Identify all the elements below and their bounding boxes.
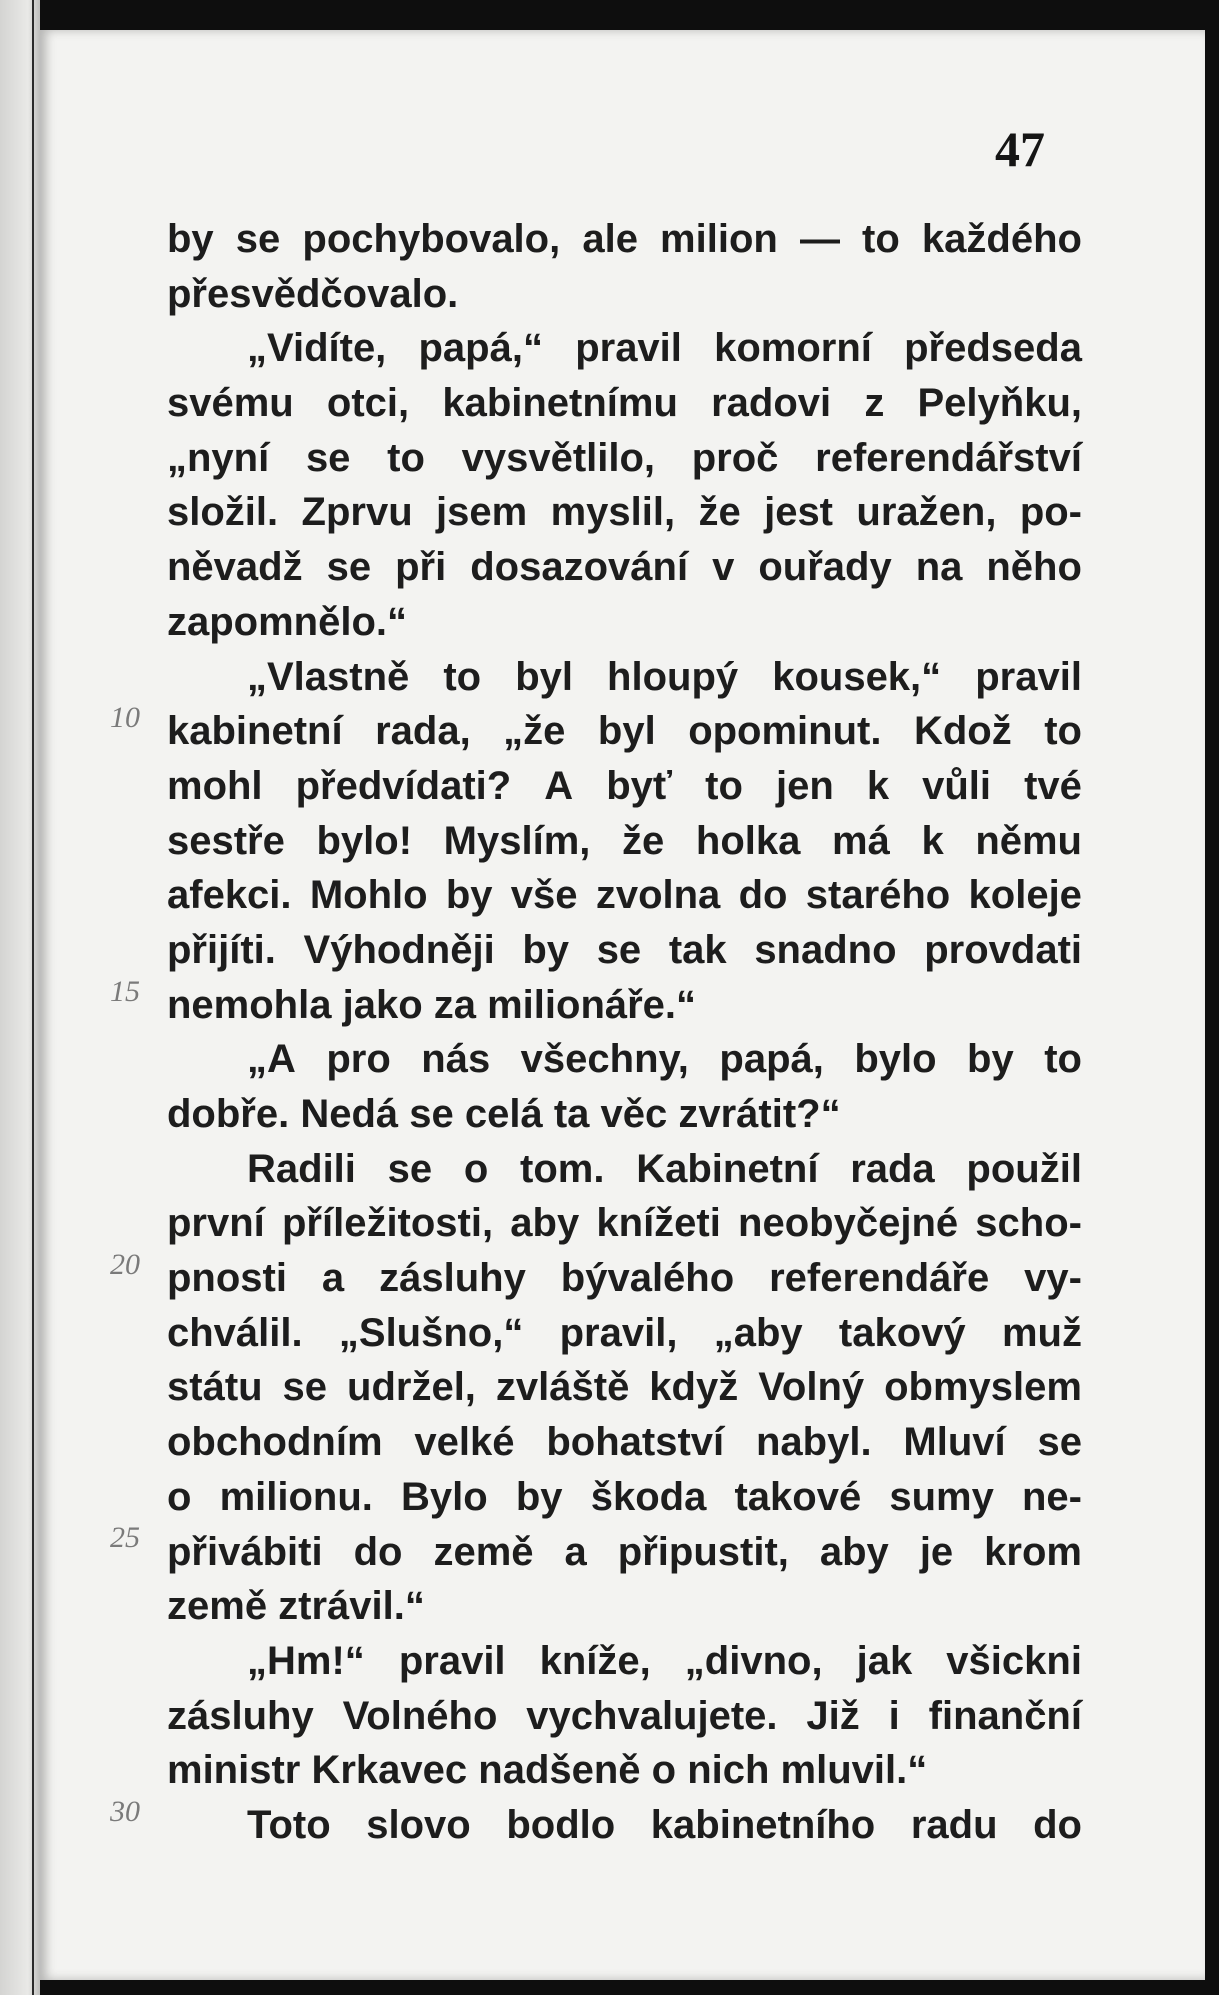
word: to (862, 217, 900, 261)
word: mohl (167, 763, 263, 808)
word: Mluví (903, 1420, 1006, 1465)
word: příležitosti, (281, 1201, 494, 1246)
word: koleje (968, 873, 1082, 918)
word: Pelyňku, (917, 381, 1082, 426)
word: komorní (714, 326, 872, 371)
word: opominut. (688, 709, 882, 754)
word: zvolna (595, 873, 721, 918)
text-line (167, 376, 1082, 431)
word: připustit, (617, 1529, 789, 1574)
word: rada, (375, 709, 471, 754)
word: z (864, 381, 885, 426)
book-page (40, 30, 1205, 1980)
word: Toto (247, 1802, 331, 1847)
text-line (167, 704, 1082, 759)
word: všickni (946, 1638, 1082, 1683)
word: Volný (758, 1365, 865, 1410)
margin-line-number: 25 (110, 1521, 140, 1554)
word: pravil, (559, 1310, 678, 1355)
word: kabinetnímu (442, 381, 678, 426)
word: nabyl. (755, 1420, 872, 1465)
word: slovo (366, 1802, 471, 1847)
word: Již (806, 1693, 860, 1738)
text-line (167, 1798, 1082, 1853)
word: byť (606, 763, 673, 808)
word: by (967, 1037, 1014, 1082)
word: obmyslem (884, 1365, 1082, 1410)
word: v (712, 545, 735, 590)
word: krom (984, 1529, 1082, 1574)
word: referendářství (815, 435, 1082, 480)
word: A (544, 763, 574, 808)
word: radovi (711, 381, 832, 426)
word: když (649, 1365, 739, 1410)
word: něvadž (167, 545, 303, 590)
word: němu (975, 818, 1082, 863)
word: holka (695, 818, 801, 863)
word: milionu. (219, 1474, 373, 1519)
text-line: přesvědčovalo. (167, 271, 459, 316)
word: to (1044, 709, 1082, 754)
text-line (167, 1470, 1082, 1525)
word: všechny, (520, 1037, 689, 1082)
word: pro (326, 1037, 391, 1082)
word: to (387, 435, 425, 480)
word: že (698, 490, 741, 535)
margin-line-number: 10 (110, 701, 140, 734)
word: referendáře (769, 1256, 990, 1301)
margin-line-number: 30 (110, 1795, 140, 1828)
word: do (738, 873, 788, 918)
word: vysvětlilo, (461, 435, 656, 480)
word: by (515, 1474, 563, 1519)
word: každého (921, 217, 1082, 261)
word: bývalého (560, 1256, 735, 1301)
word: se (596, 927, 642, 972)
text-line (167, 1415, 1082, 1470)
word: proč (691, 435, 779, 480)
word: Výhodněji (303, 927, 495, 972)
word: že (622, 818, 665, 863)
word: byl (515, 654, 573, 699)
word: muž (1001, 1310, 1082, 1355)
word: — (799, 217, 840, 261)
word: afekci. (167, 873, 292, 918)
word: Kabinetní (636, 1146, 819, 1191)
word: předseda (904, 326, 1082, 371)
word: do (353, 1529, 403, 1574)
word: tvé (1024, 763, 1082, 808)
text-line: nemohla jako za milionáře.“ (167, 982, 697, 1027)
left-page-edge (0, 0, 40, 1995)
margin-line-number: 15 (110, 975, 140, 1008)
word: by (445, 873, 493, 918)
word: „Hm!“ (247, 1638, 365, 1683)
body-text (167, 212, 1082, 1853)
word: chválil. (167, 1310, 303, 1355)
word: ouřady (758, 545, 892, 590)
word: takový (838, 1310, 966, 1355)
word: myslil, (550, 490, 676, 535)
word: svému (167, 381, 294, 426)
word: pnosti (167, 1256, 287, 1301)
word: něho (986, 545, 1082, 590)
text-line (167, 1689, 1082, 1744)
word: milion (660, 217, 778, 261)
word: při (395, 545, 447, 590)
word: kabinetního (650, 1802, 876, 1847)
text-line (167, 1634, 1082, 1689)
word: papá, (719, 1037, 824, 1082)
word: by (522, 927, 570, 972)
word: „nyní (167, 435, 270, 480)
word: vychvalujete. (526, 1693, 778, 1738)
word: se (1037, 1420, 1082, 1465)
word: finanční (928, 1693, 1082, 1738)
word: to (705, 763, 743, 808)
word: „aby (713, 1310, 803, 1355)
word: nás (421, 1037, 491, 1082)
word: první (167, 1201, 265, 1246)
word: Volného (342, 1693, 498, 1738)
margin-line-number: 20 (110, 1248, 140, 1281)
word: tom. (520, 1146, 605, 1191)
text-line (167, 485, 1082, 540)
text-line (167, 1360, 1082, 1415)
word: tak (668, 927, 727, 972)
word: se (282, 1365, 328, 1410)
word: „divno, (684, 1638, 823, 1683)
word: otci, (326, 381, 410, 426)
word: předvídati? (295, 763, 512, 808)
word: a (564, 1529, 587, 1574)
word: po- (1019, 490, 1082, 535)
word: o (463, 1146, 489, 1191)
text-line (167, 759, 1082, 814)
word: k (866, 763, 890, 808)
word: ale (582, 217, 638, 261)
word: pochybovalo, (302, 217, 561, 261)
text-line: zapomnělo.“ (167, 599, 408, 644)
word: složil. (167, 490, 279, 535)
word: státu (167, 1365, 263, 1410)
word: i (888, 1693, 900, 1738)
text-line (167, 868, 1082, 923)
binding-rule (32, 0, 34, 1995)
text-line (167, 1251, 1082, 1306)
word: bylo! (316, 818, 413, 863)
text-line (167, 1525, 1082, 1580)
word: neobyčejné (738, 1201, 959, 1246)
word: na (915, 545, 963, 590)
word: do (1033, 1802, 1082, 1847)
text-line (167, 1142, 1082, 1197)
text-line (167, 431, 1082, 486)
word: vůli (922, 763, 992, 808)
word: snadno (754, 927, 897, 972)
word: takové (734, 1474, 862, 1519)
text-line (167, 650, 1082, 705)
text-line (167, 212, 1082, 267)
word: radu (910, 1802, 998, 1847)
word: dosazování (470, 545, 689, 590)
text-line: země ztrávil.“ (167, 1584, 425, 1629)
word: použil (966, 1146, 1082, 1191)
word: pravil (975, 654, 1082, 699)
word: Mohlo (309, 873, 428, 918)
word: Kdož (913, 709, 1012, 754)
word: byl (597, 709, 656, 754)
word: je (919, 1529, 954, 1574)
text-line (167, 1306, 1082, 1361)
word: obchodním (167, 1420, 383, 1465)
word: „Vlastně (247, 654, 410, 699)
word: „Vidíte, (247, 326, 387, 371)
word: sumy (889, 1474, 994, 1519)
word: zásluhy (379, 1256, 526, 1301)
word: papá,“ (418, 326, 543, 371)
word: jak (856, 1638, 913, 1683)
word: škoda (590, 1474, 707, 1519)
word: zásluhy (167, 1693, 314, 1738)
word: se (235, 217, 281, 261)
word: to (1044, 1037, 1082, 1082)
word: jest (764, 490, 834, 535)
word: udržel, (347, 1365, 476, 1410)
word: o (167, 1474, 192, 1519)
word: rada (850, 1146, 935, 1191)
word: kousek,“ (772, 654, 942, 699)
word: „že (503, 709, 566, 754)
word: vše (510, 873, 578, 918)
word: starého (805, 873, 951, 918)
word: přivábiti (167, 1529, 323, 1574)
word: „A (247, 1037, 296, 1082)
word: se (387, 1146, 433, 1191)
text-line: ministr Krkavec nadšeně o nich mluvil.“ (167, 1748, 928, 1793)
word: scho- (975, 1201, 1082, 1246)
word: jsem (436, 490, 528, 535)
word: bodlo (506, 1802, 616, 1847)
word: ne- (1021, 1474, 1082, 1519)
text-line (167, 923, 1082, 978)
word: Zprvu (301, 490, 413, 535)
word: se (305, 435, 351, 480)
word: aby (819, 1529, 889, 1574)
word: uražen, (856, 490, 997, 535)
word: vy- (1024, 1256, 1082, 1301)
word: bylo (854, 1037, 937, 1082)
word: by (167, 217, 214, 261)
word: jen (775, 763, 834, 808)
word: knížeti (596, 1201, 721, 1246)
word: přijíti. (167, 927, 276, 972)
text-line (167, 814, 1082, 869)
word: se (326, 545, 372, 590)
word: „Slušno,“ (338, 1310, 524, 1355)
word: aby (510, 1201, 580, 1246)
word: Myslím, (443, 818, 591, 863)
text-line (167, 1032, 1082, 1087)
text-line (167, 540, 1082, 595)
word: pravil (398, 1638, 506, 1683)
word: Radili (247, 1146, 356, 1191)
text-line (167, 321, 1082, 376)
word: to (443, 654, 482, 699)
word: má (832, 818, 890, 863)
page-number: 47 (995, 121, 1045, 177)
word: hloupý (607, 654, 739, 699)
word: zvláště (495, 1365, 630, 1410)
word: pravil (575, 326, 682, 371)
word: kabinetní (167, 709, 343, 754)
word: a (321, 1256, 345, 1301)
word: země (433, 1529, 534, 1574)
word: bohatství (546, 1420, 725, 1465)
word: sestře (167, 818, 285, 863)
text-line: dobře. Nedá se celá ta věc zvrátit?“ (167, 1092, 841, 1136)
word: kníže, (539, 1638, 651, 1683)
word: velké (414, 1420, 515, 1465)
word: k (921, 818, 944, 863)
word: Bylo (401, 1474, 488, 1519)
text-line (167, 1196, 1082, 1251)
word: provdati (924, 927, 1082, 972)
